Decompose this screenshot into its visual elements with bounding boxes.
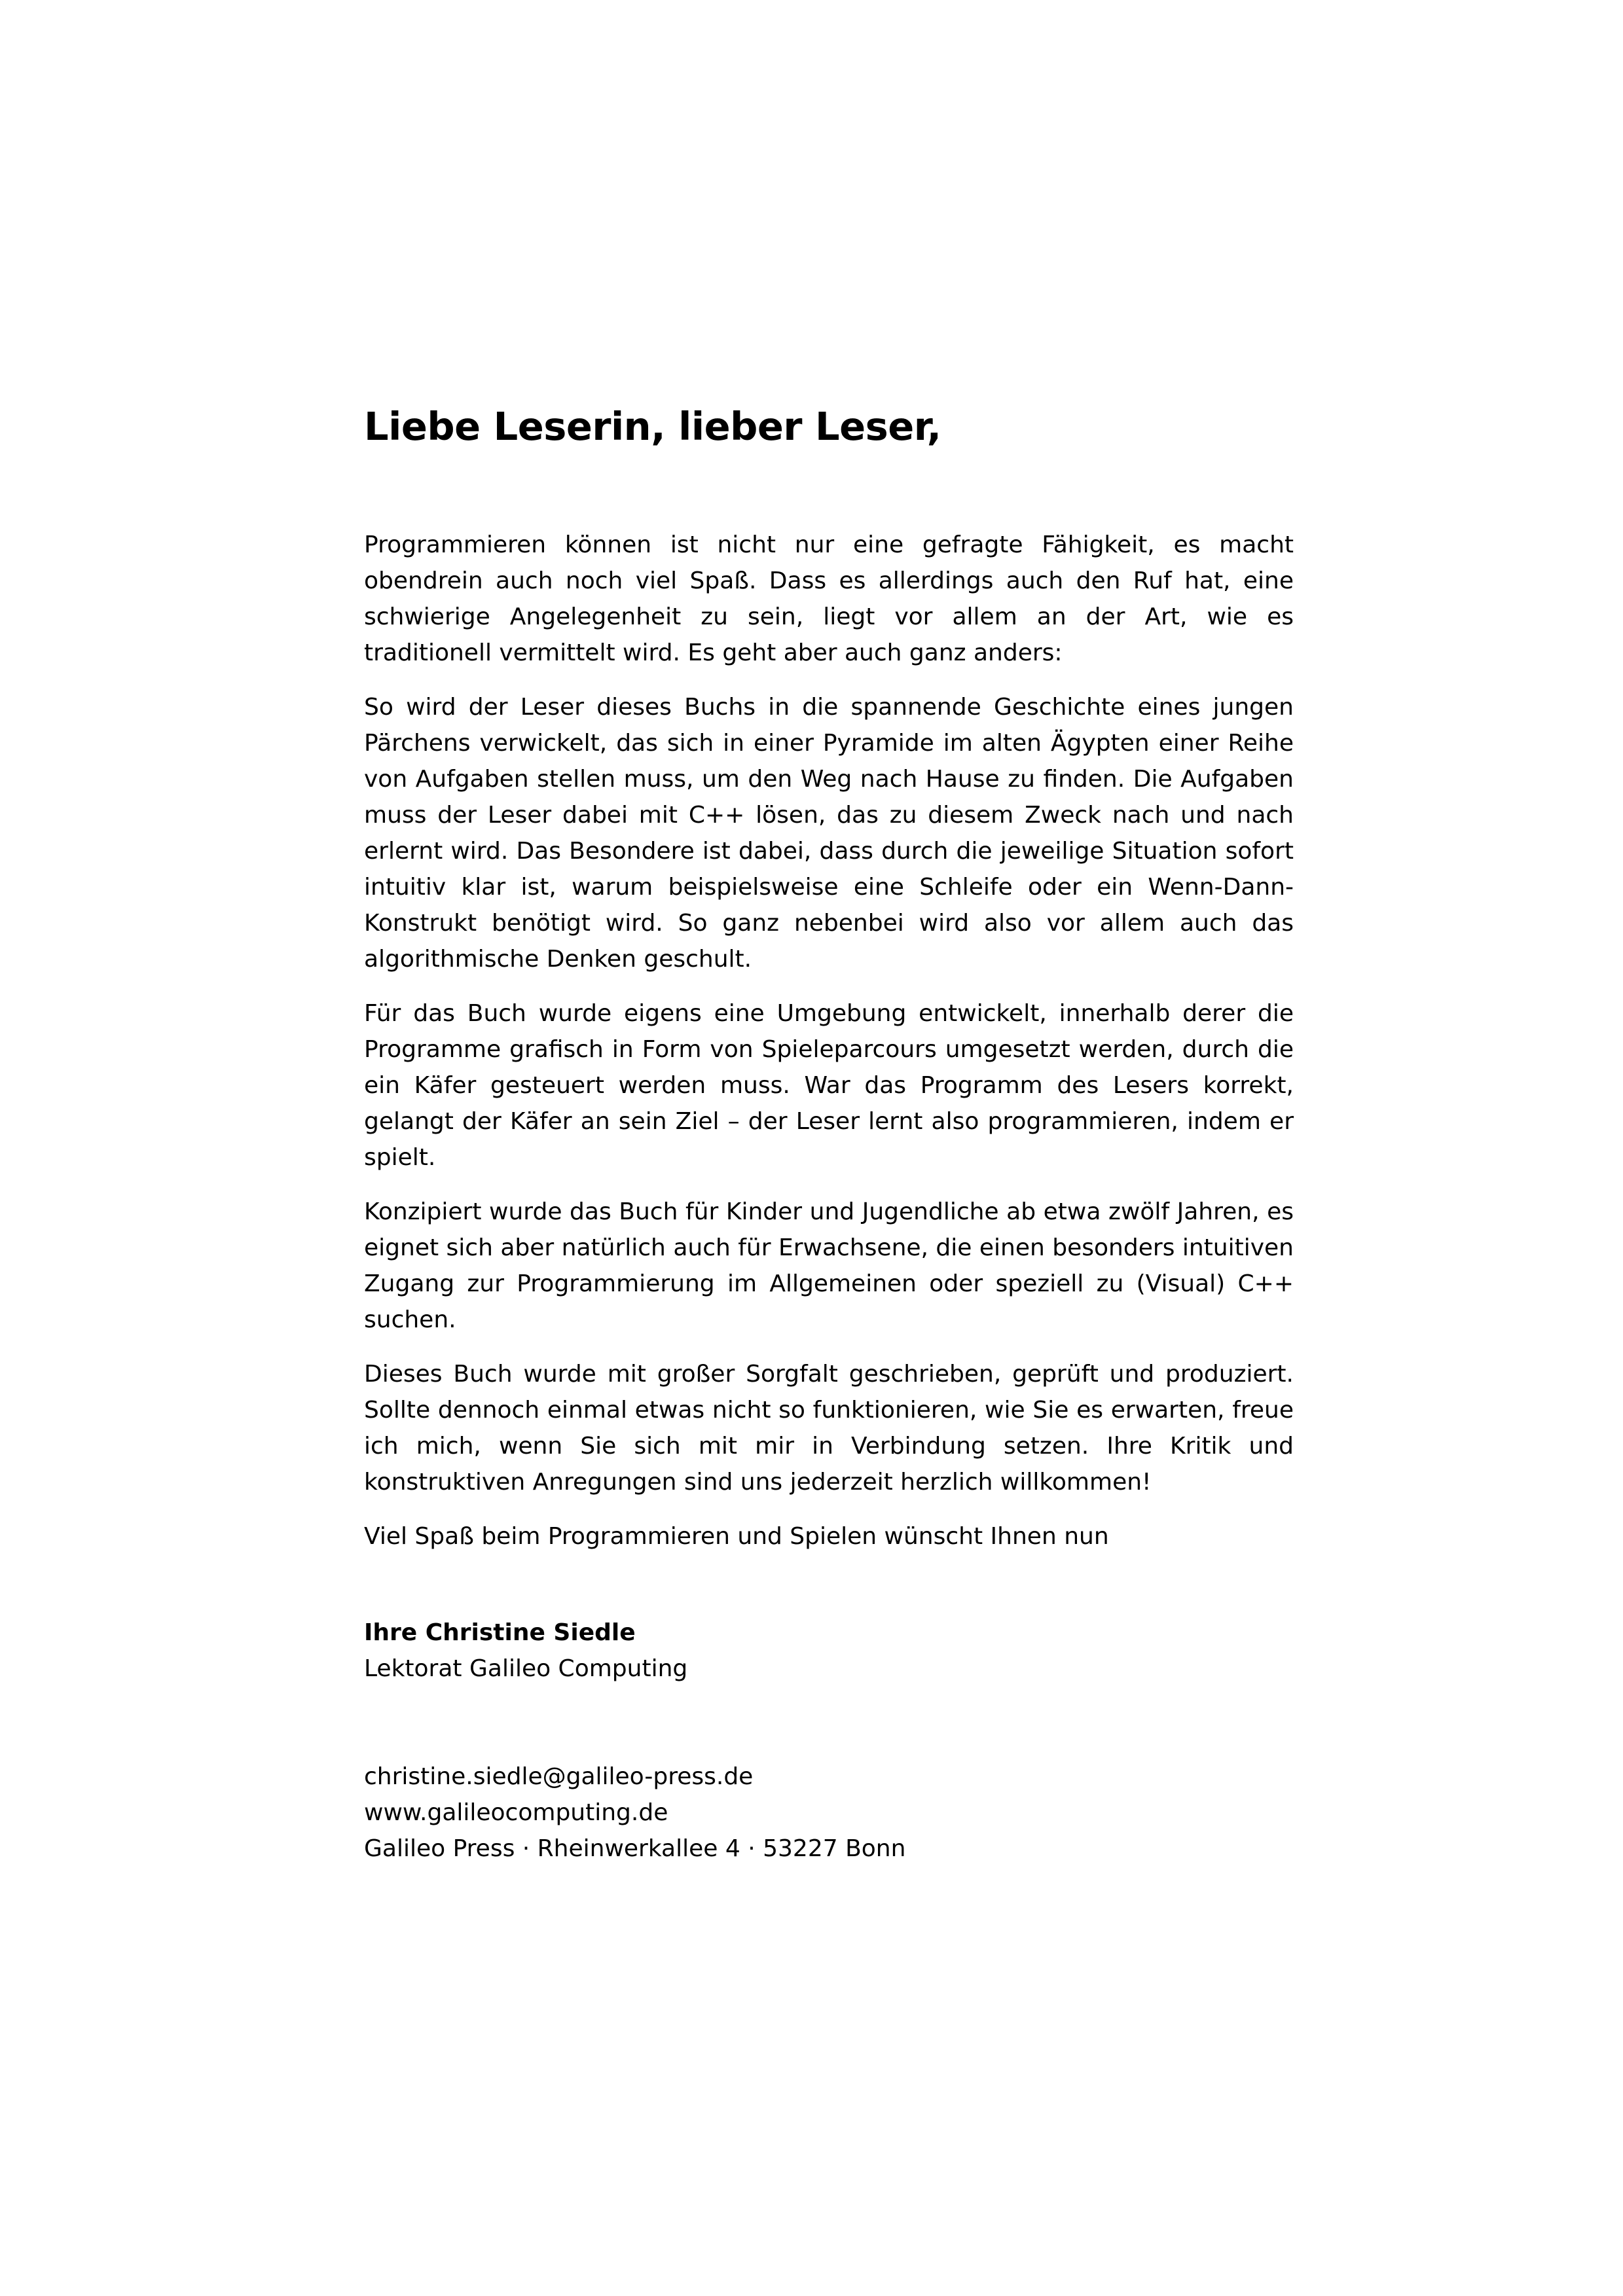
- paragraph-environment: Für das Buch wurde eigens eine Umgebung entwickelt, innerhalb derer die Programme grafisch in Form von Spieleparcours umgesetzt werden, durch die ein Käfer gesteuert werden muss. War das Programm des Lesers korrekt, gelangt der Käfer an sein Ziel – der Leser lernt also programmieren, indem er spielt.: [364, 999, 1294, 1171]
- signature-block: [364, 1615, 1294, 1687]
- letter-page: [364, 406, 1294, 1867]
- letter-body: [364, 527, 1294, 1554]
- contact-website: www.galileocomputing.de: [364, 1799, 668, 1826]
- letter-title: Liebe Leserin, lieber Leser,: [364, 404, 941, 449]
- signature-department: Lektorat Galileo Computing: [364, 1655, 688, 1682]
- contact-address: Galileo Press · Rheinwerkallee 4 · 53227 Bonn: [364, 1835, 906, 1862]
- contact-block: [364, 1759, 1294, 1867]
- paragraph-story: So wird der Leser dieses Buchs in die spannende Geschichte eines jungen Pärchens verwickelt, das sich in einer Pyramide im alten Ägypten einer Reihe von Aufgaben stellen muss, um den Weg nach Hause zu finden. Die Aufgaben muss der Leser dabei mit C++ lösen, das zu diesem Zweck nach und nach erlernt wird. Das Besondere ist dabei, dass durch die jeweilige Situation sofort intuitiv klar ist, warum beispielsweise eine Schleife oder ein Wenn-Dann-Konstrukt benötigt wird. So ganz nebenbei wird also vor allem auch das algorithmische Denken geschult.: [364, 693, 1294, 973]
- paragraph-intro: Programmieren können ist nicht nur eine gefragte Fähigkeit, es macht obendrein auch noch viel Spaß. Dass es allerdings auch den Ruf hat, eine schwierige Angelegenheit zu sein, liegt vor allem an der Art, wie es traditionell vermittelt wird. Es geht aber auch ganz anders:: [364, 531, 1294, 666]
- contact-email: christine.siedle@galileo-press.de: [364, 1763, 754, 1790]
- closing-line: Viel Spaß beim Programmieren und Spielen wünscht Ihnen nun: [364, 1522, 1109, 1550]
- paragraph-feedback: Dieses Buch wurde mit großer Sorgfalt geschrieben, geprüft und produziert. Sollte dennoch einmal etwas nicht so funktionieren, wie Sie es erwarten, freue ich mich, wenn Sie sich mit mir in Verbindung setzen. Ihre Kritik und konstruktiven Anregungen sind uns jederzeit herzlich willkommen!: [364, 1360, 1294, 1496]
- paragraph-audience: Konzipiert wurde das Buch für Kinder und Jugendliche ab etwa zwölf Jahren, es eignet sich aber natürlich auch für Erwachsene, die einen besonders intuitiven Zugang zur Programmierung im Allgemeinen oder speziell zu (Visual) C++ suchen.: [364, 1198, 1294, 1333]
- signature-name: Ihre Christine Siedle: [364, 1619, 636, 1646]
